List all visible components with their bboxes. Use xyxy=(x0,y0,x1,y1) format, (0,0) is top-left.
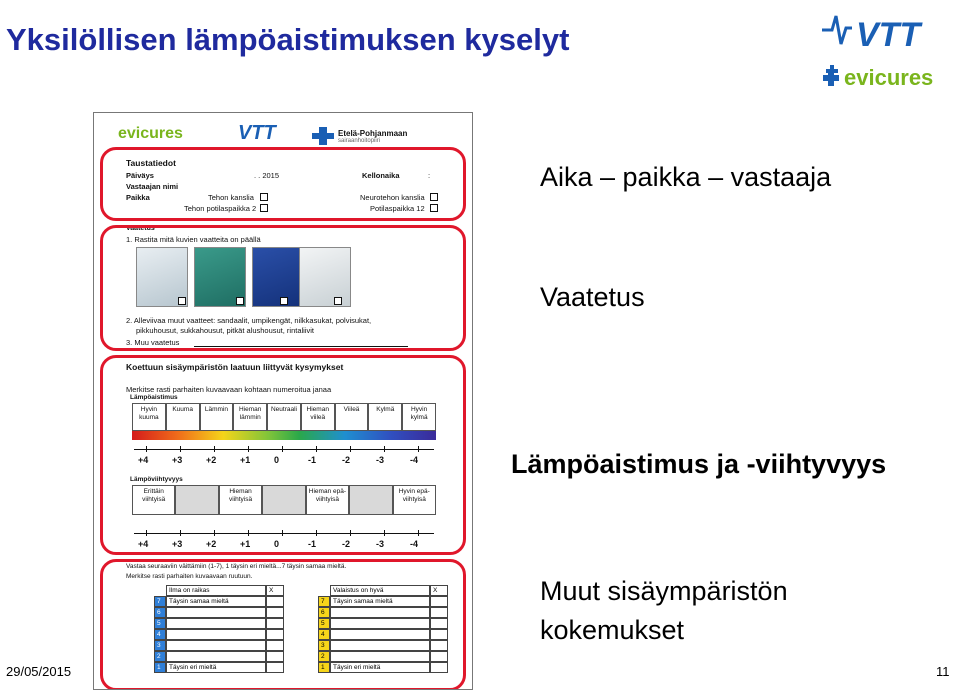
doc-kellonaika: Kellonaika xyxy=(362,171,400,180)
oval-thermal-section xyxy=(100,355,466,555)
doc-taustatiedot-heading: Taustatiedot xyxy=(126,158,176,168)
sensation-scale-number: +1 xyxy=(240,455,251,465)
vtt-logo-mark xyxy=(820,4,958,54)
sensation-scale-number: -1 xyxy=(308,455,317,465)
likert-table-title: Ilma on raikas xyxy=(166,585,266,596)
doc-potilaspaikka: Potilaspaikka 12 xyxy=(370,204,425,213)
doc-comfort-title: Lämpöviihtyvyys xyxy=(130,476,183,483)
comfort-scale-number: 0 xyxy=(274,539,280,549)
sensation-cell: Hyvin kylmä xyxy=(402,403,436,431)
doc-clothing-q2b: pikkuhousut, sukkahousut, pitkät alushousut, rintaliivit xyxy=(136,326,315,335)
likert-table-number: 7 xyxy=(318,596,330,607)
comfort-scale-number: +1 xyxy=(240,539,251,549)
comfort-cell: Hieman viihtyisä xyxy=(219,485,262,515)
doc-other-instruction1: Vastaa seuraaviin väittämiin (1-7), 1 täysin eri mieltä...7 täysin samaa mieltä. xyxy=(126,563,347,570)
likert-table-x: X xyxy=(430,585,448,596)
evicures-logo-text: evicures xyxy=(844,65,934,90)
likert-table-number: 6 xyxy=(154,607,166,618)
footer-page-number: 11 xyxy=(936,664,950,679)
oval-clothing-section xyxy=(100,225,466,351)
likert-table-x: X xyxy=(266,585,284,596)
sensation-scale-number: 0 xyxy=(274,455,280,465)
doc-kellonaika-colon: : xyxy=(428,171,431,180)
likert-table-title: Valaistus on hyvä xyxy=(330,585,430,596)
likert-table-number: 2 xyxy=(318,651,330,662)
doc-paikka: Paikka xyxy=(126,193,150,202)
sensation-cell: Kuuma xyxy=(166,403,200,431)
doc-vtt-logo: VTT xyxy=(238,122,276,144)
doc-hospital-sub: sairaanhoitopiiri xyxy=(338,138,381,144)
doc-vastaajan-nimi: Vastaajan nimi xyxy=(126,182,179,191)
doc-clothing-q2: 2. Alleviivaa muut vaatteet: sandaalit, umpikengät, nilkkasukat, polvisukat, xyxy=(126,316,372,325)
doc-clothing-q1: 1. Rastita mitä kuvien vaatteita on päällä xyxy=(126,235,261,244)
label-vaatetus: Vaatetus xyxy=(540,282,645,312)
comfort-cell: Hieman epä-viihtyisä xyxy=(306,485,349,515)
label-muut-line1: Muut sisäympäristön xyxy=(540,576,788,606)
likert-table-number: 4 xyxy=(318,629,330,640)
comfort-cell: Hyvin epä-viihtyisä xyxy=(393,485,436,515)
doc-sensation-title: Lämpöaistimus xyxy=(130,394,178,401)
evicures-logo xyxy=(820,55,958,95)
sensation-scale-number: -3 xyxy=(376,455,385,465)
doc-date-value: . . 2015 xyxy=(254,171,280,180)
comfort-scale-number: -2 xyxy=(342,539,351,549)
evicures-logo-mark xyxy=(820,55,958,95)
comfort-scale-number: -3 xyxy=(376,539,385,549)
likert-table-number: 7 xyxy=(154,596,166,607)
vtt-logo xyxy=(820,4,958,54)
doc-vaatetus-heading: Vaatetus xyxy=(126,225,155,232)
sensation-cell: Viileä xyxy=(335,403,369,431)
sensation-cell: Hieman lämmin xyxy=(233,403,267,431)
likert-table-number: 5 xyxy=(154,618,166,629)
doc-tehon-kanslia: Tehon kanslia xyxy=(208,193,254,202)
comfort-scale-number: +3 xyxy=(172,539,183,549)
likert-table-number: 6 xyxy=(318,607,330,618)
sensation-scale-number: +2 xyxy=(206,455,217,465)
doc-hospital-cross-icon xyxy=(312,127,334,145)
likert-table-number: 3 xyxy=(318,640,330,651)
label-lampoaistimus: Lämpöaistimus ja -viihtyvyys xyxy=(511,449,887,479)
comfort-scale-number: +2 xyxy=(206,539,217,549)
likert-table-label: Täysin samaa mieltä xyxy=(166,596,266,607)
likert-table-number: 2 xyxy=(154,651,166,662)
questionnaire-document xyxy=(93,112,473,690)
likert-table-number: 4 xyxy=(154,629,166,640)
sensation-scale-number: +3 xyxy=(172,455,183,465)
likert-table-number: 3 xyxy=(154,640,166,651)
label-muut-line2: kokemukset xyxy=(540,615,685,645)
sensation-cell: Hyvin kuuma xyxy=(132,403,166,431)
comfort-cell: Erittäin viihtyisä xyxy=(132,485,175,515)
comfort-scale-number: -1 xyxy=(308,539,317,549)
sensation-scale-number: -2 xyxy=(342,455,351,465)
sensation-cell: Kylmä xyxy=(368,403,402,431)
oval-other-section xyxy=(100,559,466,690)
likert-table-number: 1 xyxy=(154,662,166,673)
doc-hospital-name: Etelä-Pohjanmaan xyxy=(338,129,408,138)
label-aika-paikka-vastaaja: Aika – paikka – vastaaja xyxy=(540,162,832,192)
likert-table-label: Täysin samaa mieltä xyxy=(330,596,430,607)
doc-tehon-potilaspaikka: Tehon potilaspaikka 2 xyxy=(184,204,257,213)
sensation-cell: Lämmin xyxy=(200,403,234,431)
oval-background-section xyxy=(100,147,466,221)
likert-table-number: 5 xyxy=(318,618,330,629)
doc-other-instruction2: Merkitse rasti parhaiten kuvaavaan ruutuun. xyxy=(126,573,253,580)
sensation-cell: Hieman viileä xyxy=(301,403,335,431)
footer-date: 29/05/2015 xyxy=(6,664,72,679)
likert-table-label: Täysin eri mieltä xyxy=(330,662,430,673)
comfort-scale-number: -4 xyxy=(410,539,419,549)
likert-table-label: Täysin eri mieltä xyxy=(166,662,266,673)
likert-table-number: 1 xyxy=(318,662,330,673)
doc-evicures-logo: evicures xyxy=(118,125,183,142)
sensation-scale-number: -4 xyxy=(410,455,419,465)
comfort-scale-number: +4 xyxy=(138,539,149,549)
sensation-cell: Neutraali xyxy=(267,403,301,431)
vtt-logo-text: VTT xyxy=(856,16,921,54)
doc-neurotehon-kanslia: Neurotehon kanslia xyxy=(360,193,425,202)
doc-thermal-instruction: Merkitse rasti parhaiten kuvaavaan kohtaan numeroitua janaa xyxy=(126,385,332,394)
doc-clothing-q3: 3. Muu vaatetus xyxy=(126,338,180,347)
sensation-scale-number: +4 xyxy=(138,455,149,465)
slide-title: Yksilöllisen lämpöaistimuksen kyselyt xyxy=(6,22,570,57)
doc-paivays: Päiväys xyxy=(126,171,154,180)
doc-thermal-heading: Koettuun sisäympäristön laatuun liittyvät kysymykset xyxy=(126,362,344,372)
